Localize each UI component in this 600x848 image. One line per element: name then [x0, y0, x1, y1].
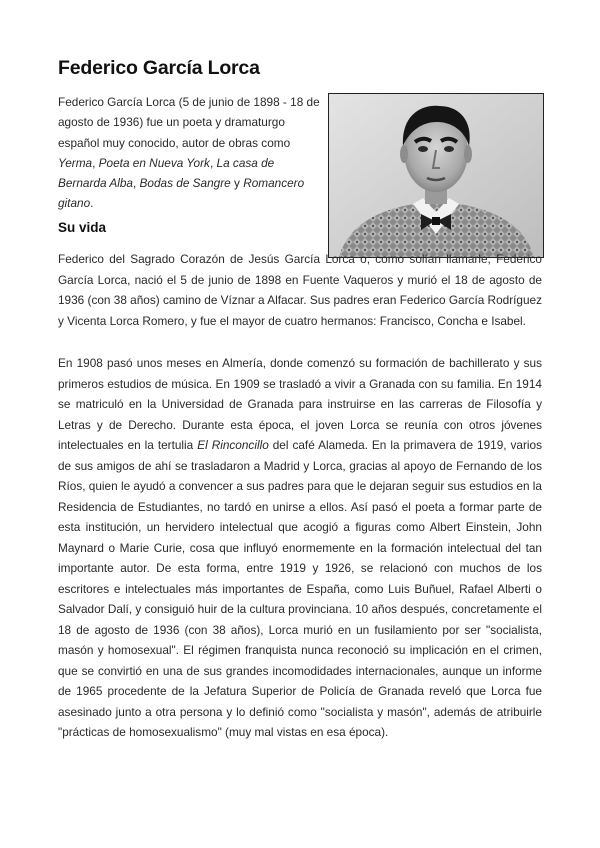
page-title: Federico García Lorca	[58, 57, 260, 79]
portrait-photo-icon	[329, 94, 543, 257]
portrait-photo	[328, 93, 544, 258]
intro-separator: ,	[92, 155, 99, 170]
tertulia-name: El Rinconcillo	[197, 438, 269, 452]
intro-paragraph	[58, 92, 320, 214]
paragraph-1: Federico del Sagrado Corazón de Jesús García Lorca o, como solían llamarle, Federico García Lorca, nació el 5 de junio de 1898 en Fuente Vaqueros y murió el 18 de agosto de 1936 (con 38 años) camino de Víznar a Alfacar. Sus padres eran Federico García Rodríguez y Vicenta Lorca Romero, y fue el mayor de cuatro hermanos: Francisco, Concha e Isabel.	[58, 252, 542, 328]
work-title: Poeta en Nueva York	[98, 155, 210, 170]
intro-end: .	[90, 196, 94, 211]
work-title: Romancero gitano	[58, 176, 305, 211]
work-title: Bodas de Sangre	[139, 176, 231, 191]
work-title: Yerma	[58, 155, 93, 170]
paragraph-2	[58, 353, 542, 743]
intro-separator: ,	[209, 155, 217, 170]
paragraph-2-text-a: En 1908 pasó unos meses en Almería, donde comenzó su formación de bachillerato y sus primeros estudios de música. En 1909 se trasladó a vivir a Granada con su familia. En 1914 se matriculó en la Universidad de Granada para instruirse en las carreras de Filosofía y Letras y de Derecho. Durante esta época, el joven Lorca se reunía con otros jóvenes intelectuales en la tertulia	[58, 356, 542, 452]
intro-separator: y	[230, 176, 244, 191]
section-heading: Su vida	[58, 220, 107, 235]
paragraph-2-text-b: del café Alameda. En la primavera de 1919, varios de sus amigos de ahí se trasladaron a Madrid y Lorca, gracias al apoyo de Fernando de los Ríos, quien le ayudó a convencer a sus padres para que le dejaran seguir sus estudios en la Residencia de Estudiantes, no tardó en unirse a ellos. Así pasó el poeta a formar parte de esta institución, un hervidero intelectual que acogió a figuras como Albert Einstein, John Maynard o Marie Curie, cosa que influyó enormemente en la formación intelectual del tan importante autor. De esta forma, entre 1919 y 1926, se relacionó con muchos de los escritores e intelectuales más importantes de España, como Luis Buñuel, Rafael Alberti o Salvador Dalí, y consiguió huir de la cultura provinciana. 10 años después, concretamente el 18 de agosto de 1936 (con 38 años), Lorca murió en un fusilamiento por ser "socialista, masón y homosexual". El régimen franquista nunca reconoció su implicación en el crimen, que se convirtió en una de sus grandes incomodidades internacionales, aunque un informe de 1965 procedente de la Jefatura Superior de Policía de Granada reveló que Lorca fue asesinado junto a otra persona y lo definió como "socialista y masón", además de atribuirle "prácticas de homosexualismo" (muy mal vistas en esa época).	[58, 438, 542, 739]
work-title: La casa de Bernarda Alba	[58, 155, 275, 191]
intro-separator: ,	[132, 176, 140, 191]
intro-text: Federico García Lorca (5 de junio de 1898 - 18 de agosto de 1936) fue un poeta y dramaturgo español muy conocido, autor de obras como	[58, 95, 320, 150]
